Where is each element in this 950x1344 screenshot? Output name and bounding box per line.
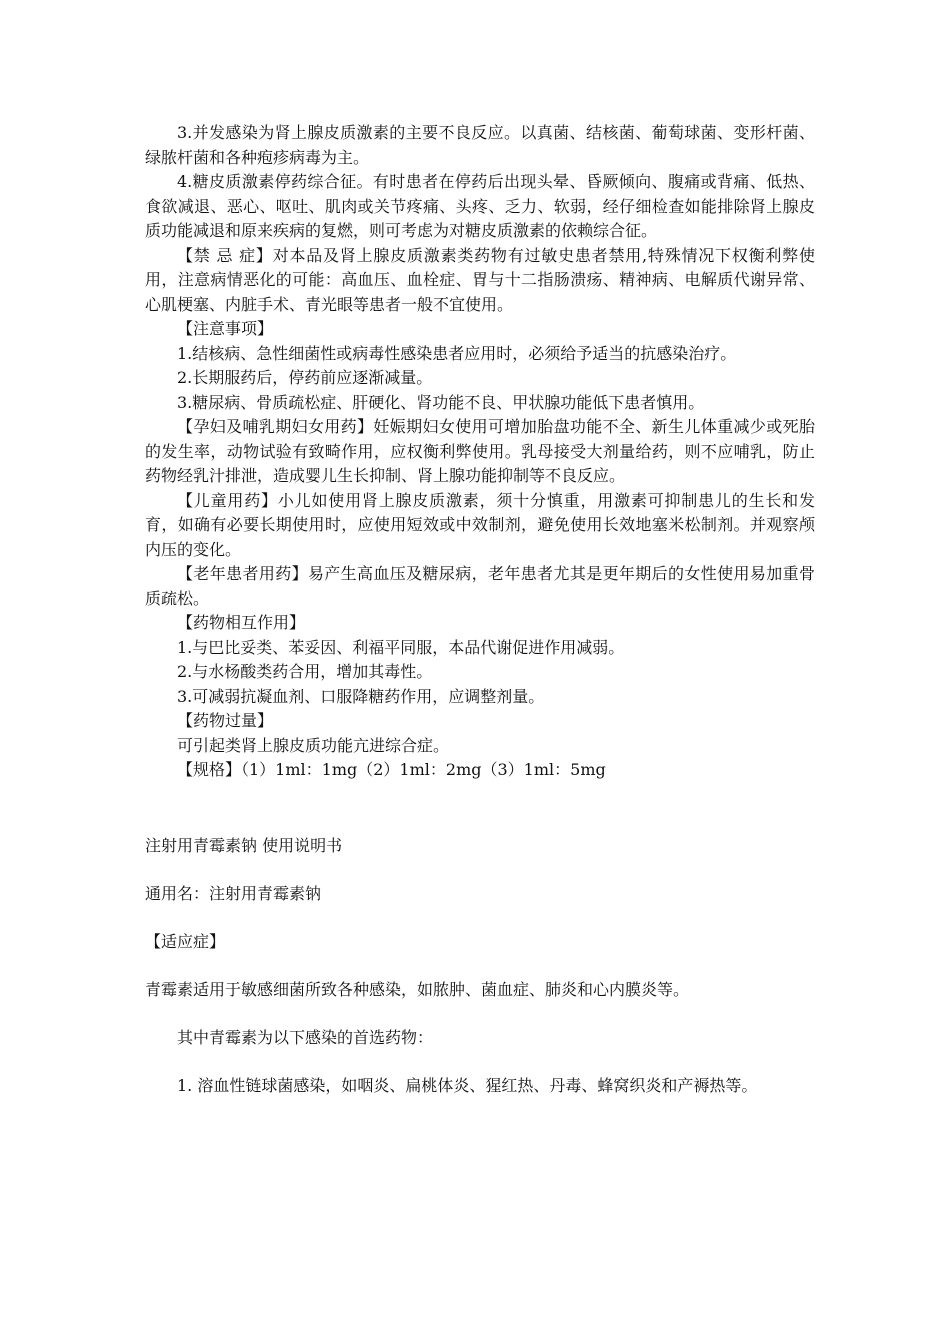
first-choice-item-1: 1. 溶血性链球菌感染，如咽炎、扁桃体炎、猩红热、丹毒、蜂窝织炎和产褥热等。 xyxy=(177,1075,758,1095)
document-page xyxy=(145,121,815,1099)
paragraph-overdose: 可引起类肾上腺皮质功能亢进综合症。 xyxy=(177,735,450,755)
penicillin-section xyxy=(145,833,815,1099)
paragraph-pregnancy: 【孕妇及哺乳期妇女用药】妊娠期妇女使用可增加胎盘功能不全、新生儿体重减少或死胎的发生率，动物试验有致畸作用，应权衡利弊使用。乳母接受大剂量给药，则不应哺乳，防止药物经乳汁排泄，造成婴儿生长抑制、肾上腺功能抑制等不良反应。 xyxy=(145,417,815,485)
paragraph-geriatric: 【老年患者用药】易产生高血压及糖尿病，老年患者尤其是更年期后的女性使用易加重骨质疏松。 xyxy=(145,564,815,608)
paragraph-first-choice: 其中青霉素为以下感染的首选药物： xyxy=(177,1027,434,1047)
heading-indications: 【适应症】 xyxy=(145,931,226,951)
precaution-item-1: 1.结核病、急性细菌性或病毒性感染患者应用时，必须给予适当的抗感染治疗。 xyxy=(177,343,737,363)
paragraph-indications: 青霉素适用于敏感细菌所致各种感染，如脓肿、菌血症、肺炎和心内膜炎等。 xyxy=(145,979,690,999)
paragraph-withdrawal: 4.糖皮质激素停药综合征。有时患者在停药后出现头晕、昏厥倾向、腹痛或背痛、低热、食欲减退、恶心、呕吐、肌肉或关节疼痛、头疼、乏力、软弱，经仔细检查如能排除肾上腺皮质功能减退和原来疾病的复燃，则可考虑为对糖皮质激素的依赖综合征。 xyxy=(145,172,815,240)
interaction-item-1: 1.与巴比妥类、苯妥因、利福平同服，本品代谢促进作用减弱。 xyxy=(177,637,625,657)
heading-precautions: 【注意事项】 xyxy=(177,319,274,338)
paragraph-specification: 【规格】（1）1ml：1mg（2）1ml：2mg（3）1ml：5mg xyxy=(177,760,606,779)
heading-interactions: 【药物相互作用】 xyxy=(177,613,306,632)
paragraph-infection: 3.并发感染为肾上腺皮质激素的主要不良反应。以真菌、结核菌、葡萄球菌、变形杆菌、绿脓杆菌和各种疱疹病毒为主。 xyxy=(145,123,815,167)
interaction-item-3: 3.可减弱抗凝血剂、口服降糖药作用，应调整剂量。 xyxy=(177,686,545,706)
interaction-item-2: 2.与水杨酸类药合用，增加其毒性。 xyxy=(177,662,433,681)
precaution-item-3: 3.糖尿病、骨质疏松症、肝硬化、肾功能不良、甲状腺功能低下患者慎用。 xyxy=(177,392,705,412)
generic-name: 通用名：注射用青霉素钠 xyxy=(145,883,322,903)
paragraph-contraindications: 【禁 忌 症】对本品及肾上腺皮质激素类药物有过敏史患者禁用,特殊情况下权衡利弊使用，注意病情恶化的可能：高血压、血栓症、胃与十二指肠溃疡、精神病、电解质代谢异常、心肌梗塞、内脏手术、青光眼等患者一般不宜使用。 xyxy=(145,245,815,314)
precaution-item-2: 2.长期服药后，停药前应逐渐减量。 xyxy=(177,368,433,387)
document-title: 注射用青霉素钠 使用说明书 xyxy=(145,835,343,855)
heading-overdose: 【药物过量】 xyxy=(177,711,274,730)
paragraph-pediatric: 【儿童用药】小儿如使用肾上腺皮质激素，须十分慎重，用激素可抑制患儿的生长和发育，如确有必要长期使用时，应使用短效或中效制剂，避免使用长效地塞米松制剂。并观察颅内压的变化。 xyxy=(145,490,815,559)
